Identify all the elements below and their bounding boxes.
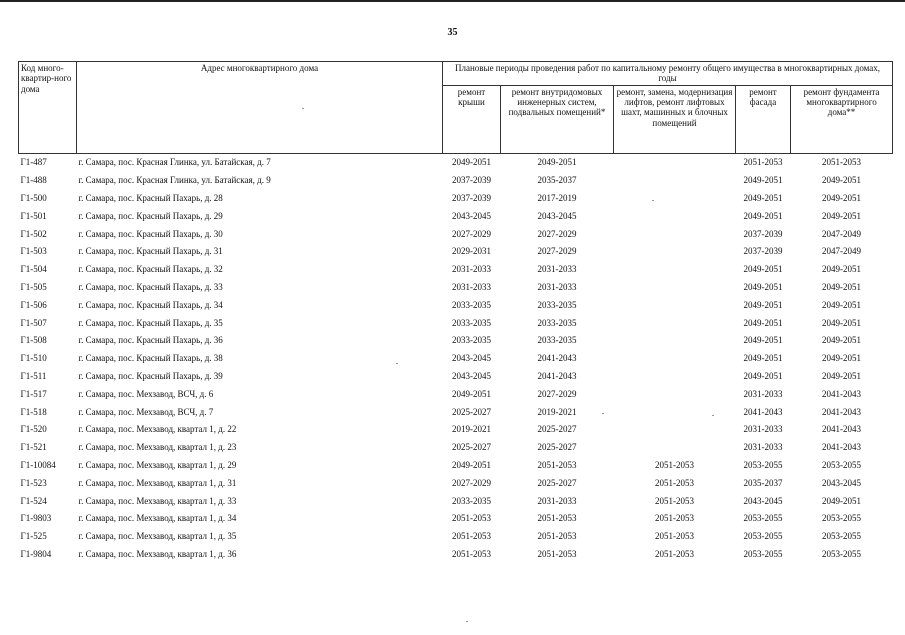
scan-speck <box>712 415 714 416</box>
cell-elevators: 2051-2053 <box>655 459 694 470</box>
cell-facade: 2049-2051 <box>743 193 783 203</box>
page-number: 35 <box>447 27 458 38</box>
cell-address: г. Самара, пос. Красный Пахарь, д. 33 <box>78 281 223 292</box>
header-foundation: ремонт фундамента многоквартирного дома** <box>791 85 893 153</box>
cell-address: г. Самара, пос. Красная Глинка, ул. Батайская, д. 9 <box>78 175 271 186</box>
cell-foundation: 2047-2049 <box>822 228 862 239</box>
cell-systems: 2017-2019 <box>537 193 577 203</box>
cell-roof: 2049-2051 <box>452 157 491 168</box>
cell-elevators <box>614 296 736 314</box>
capital-repair-table <box>18 61 893 563</box>
cell-roof: 2043-2045 <box>452 210 491 221</box>
cell-systems: 2033-2035 <box>537 317 577 328</box>
cell-code: Г1-500 <box>20 193 47 203</box>
cell-elevators <box>614 153 736 171</box>
cell-facade: 2053-2055 <box>743 513 783 524</box>
scan-speck <box>466 621 468 622</box>
cell-systems: 2033-2035 <box>537 335 577 346</box>
cell-roof: 2043-2045 <box>452 353 491 364</box>
cell-facade: 2041-2043 <box>743 406 783 417</box>
cell-address: г. Самара, пос. Красный Пахарь, д. 31 <box>78 246 223 257</box>
cell-facade: 2031-2033 <box>743 424 783 435</box>
scan-speck <box>602 413 604 414</box>
header-facade: ремонт фасада <box>736 85 791 153</box>
cell-systems: 2025-2027 <box>537 477 577 488</box>
top-border-line <box>0 0 905 2</box>
scan-speck <box>652 200 654 201</box>
cell-facade: 2049-2051 <box>743 353 783 364</box>
cell-address: г. Самара, пос. Мехзавод, квартал 1, д. 33 <box>78 495 237 506</box>
cell-roof: 2049-2051 <box>452 388 491 399</box>
cell-facade: 2049-2051 <box>743 210 783 221</box>
cell-elevators: 2051-2053 <box>655 513 694 524</box>
table-row <box>19 421 893 439</box>
cell-roof: 2025-2027 <box>452 442 491 453</box>
cell-facade: 2049-2051 <box>743 299 783 310</box>
cell-address: г. Самара, пос. Красный Пахарь, д. 38 <box>78 353 223 364</box>
table-body <box>19 153 893 563</box>
cell-address: г. Самара, пос. Красный Пахарь, д. 35 <box>78 317 223 328</box>
cell-roof: 2037-2039 <box>452 193 491 203</box>
cell-roof: 2051-2053 <box>452 513 491 524</box>
cell-roof: 2033-2035 <box>452 335 491 346</box>
cell-systems: 2025-2027 <box>537 424 577 435</box>
cell-foundation: 2041-2043 <box>822 424 862 435</box>
table-row <box>19 474 893 492</box>
table-row <box>19 456 893 474</box>
cell-address: г. Самара, пос. Красный Пахарь, д. 32 <box>78 264 223 275</box>
cell-code: Г1-524 <box>20 495 47 506</box>
cell-systems: 2025-2027 <box>537 442 577 453</box>
cell-foundation: 2053-2055 <box>822 548 862 559</box>
cell-elevators <box>614 421 736 439</box>
cell-roof: 2033-2035 <box>452 299 491 310</box>
cell-address: г. Самара, пос. Мехзавод, квартал 1, д. 35 <box>78 531 237 542</box>
cell-code: Г1-508 <box>20 335 47 346</box>
cell-systems: 2027-2029 <box>537 228 577 239</box>
cell-foundation: 2049-2051 <box>822 281 862 292</box>
cell-code: Г1-505 <box>20 281 47 292</box>
cell-code: Г1-10084 <box>20 459 56 470</box>
cell-code: Г1-506 <box>20 299 47 310</box>
cell-roof: 2049-2051 <box>452 459 491 470</box>
cell-facade: 2031-2033 <box>743 388 783 399</box>
cell-facade: 2049-2051 <box>743 281 783 292</box>
cell-address: г. Самара, пос. Красный Пахарь, д. 36 <box>78 335 223 346</box>
cell-code: Г1-511 <box>20 370 47 381</box>
cell-roof: 2051-2053 <box>452 548 491 559</box>
table-row <box>19 207 893 225</box>
cell-systems: 2049-2051 <box>537 157 577 168</box>
cell-systems: 2051-2053 <box>537 548 577 559</box>
cell-foundation: 2049-2051 <box>822 264 862 275</box>
cell-systems: 2027-2029 <box>537 246 577 257</box>
cell-foundation: 2049-2051 <box>822 495 862 506</box>
cell-systems: 2051-2053 <box>537 531 577 542</box>
table-row <box>19 171 893 189</box>
cell-facade: 2037-2039 <box>743 228 783 239</box>
cell-systems: 2043-2045 <box>537 210 577 221</box>
cell-elevators <box>614 207 736 225</box>
cell-systems: 2051-2053 <box>537 513 577 524</box>
header-systems: ремонт внутридомовых инженерных систем, подвальных помещений* <box>501 85 614 153</box>
table-row <box>19 189 893 207</box>
table-row <box>19 153 893 171</box>
cell-address: г. Самара, пос. Мехзавод, квартал 1, д. 29 <box>78 459 237 470</box>
cell-address: г. Самара, пос. Красный Пахарь, д. 29 <box>78 210 223 221</box>
cell-elevators <box>614 385 736 403</box>
cell-facade: 2035-2037 <box>743 477 783 488</box>
cell-roof: 2027-2029 <box>452 228 491 239</box>
cell-address: г. Самара, пос. Мехзавод, квартал 1, д. 34 <box>78 513 237 524</box>
cell-address: г. Самара, пос. Красный Пахарь, д. 28 <box>78 193 223 203</box>
cell-elevators: 2051-2053 <box>655 531 694 542</box>
table-row <box>19 403 893 421</box>
cell-facade: 2051-2053 <box>743 157 783 168</box>
cell-foundation: 2053-2055 <box>822 459 862 470</box>
cell-code: Г1-517 <box>20 388 47 399</box>
cell-address: г. Самара, пос. Мехзавод, ВСЧ, д. 7 <box>78 406 214 417</box>
table-header <box>19 62 893 154</box>
cell-elevators <box>614 367 736 385</box>
cell-foundation: 2049-2051 <box>822 353 862 364</box>
cell-systems: 2051-2053 <box>537 459 577 470</box>
cell-roof: 2019-2021 <box>452 424 491 435</box>
cell-address: г. Самара, пос. Мехзавод, квартал 1, д. 22 <box>78 424 237 435</box>
cell-facade: 2049-2051 <box>743 335 783 346</box>
cell-code: Г1-9803 <box>20 513 52 524</box>
cell-foundation: 2049-2051 <box>822 193 862 203</box>
cell-foundation: 2049-2051 <box>822 370 862 381</box>
cell-elevators <box>614 243 736 261</box>
cell-code: Г1-518 <box>20 406 47 417</box>
header-elevators: ремонт, замена, модернизация лифтов, ремонт лифтовых шахт, машинных и блочных помещений <box>614 85 736 153</box>
cell-systems: 2031-2033 <box>537 281 577 292</box>
cell-facade: 2053-2055 <box>743 531 783 542</box>
cell-facade: 2049-2051 <box>743 175 783 186</box>
cell-foundation: 2043-2045 <box>822 477 862 488</box>
table-row <box>19 527 893 545</box>
cell-roof: 2029-2031 <box>452 246 491 257</box>
table-row <box>19 296 893 314</box>
table-row <box>19 243 893 261</box>
cell-roof: 2025-2027 <box>452 406 491 417</box>
cell-address: г. Самара, пос. Красный Пахарь, д. 30 <box>78 228 223 239</box>
cell-facade: 2031-2033 <box>743 442 783 453</box>
cell-facade: 2043-2045 <box>743 495 783 506</box>
cell-facade: 2049-2051 <box>743 264 783 275</box>
cell-facade: 2049-2051 <box>743 370 783 381</box>
cell-roof: 2033-2035 <box>452 495 491 506</box>
cell-code: Г1-525 <box>20 531 47 542</box>
table-row <box>19 385 893 403</box>
header-code: Код много-квартир-ного дома <box>19 62 77 154</box>
cell-code: Г1-9804 <box>20 548 52 559</box>
cell-roof: 2051-2053 <box>452 531 491 542</box>
cell-code: Г1-507 <box>20 317 47 328</box>
cell-facade: 2053-2055 <box>743 548 783 559</box>
cell-foundation: 2047-2049 <box>822 246 862 257</box>
cell-elevators <box>614 189 736 207</box>
cell-systems: 2031-2033 <box>537 264 577 275</box>
cell-foundation: 2051-2053 <box>822 157 862 168</box>
cell-foundation: 2049-2051 <box>822 335 862 346</box>
cell-elevators <box>614 349 736 367</box>
cell-elevators <box>614 278 736 296</box>
cell-address: г. Самара, пос. Красный Пахарь, д. 39 <box>78 370 223 381</box>
cell-foundation: 2053-2055 <box>822 513 862 524</box>
table-row <box>19 545 893 563</box>
cell-elevators <box>614 260 736 278</box>
header-address: Адрес многоквартирного дома <box>77 62 443 154</box>
header-roof: ремонт крыши <box>443 85 501 153</box>
table-row <box>19 314 893 332</box>
table-row <box>19 510 893 528</box>
scan-speck <box>396 363 398 364</box>
cell-foundation: 2049-2051 <box>822 299 862 310</box>
cell-roof: 2033-2035 <box>452 317 491 328</box>
cell-systems: 2041-2043 <box>537 370 577 381</box>
cell-code: Г1-521 <box>20 442 47 453</box>
cell-systems: 2033-2035 <box>537 299 577 310</box>
table-row <box>19 260 893 278</box>
cell-code: Г1-504 <box>20 264 47 275</box>
cell-systems: 2041-2043 <box>537 353 577 364</box>
cell-address: г. Самара, пос. Красная Глинка, ул. Батайская, д. 7 <box>78 157 271 168</box>
table-row <box>19 438 893 456</box>
cell-address: г. Самара, пос. Мехзавод, квартал 1, д. 23 <box>78 442 237 453</box>
cell-foundation: 2049-2051 <box>822 175 862 186</box>
table-row <box>19 278 893 296</box>
cell-foundation: 2049-2051 <box>822 210 862 221</box>
cell-roof: 2031-2033 <box>452 264 491 275</box>
cell-code: Г1-510 <box>20 353 47 364</box>
cell-facade: 2049-2051 <box>743 317 783 328</box>
table-row <box>19 349 893 367</box>
cell-foundation: 2041-2043 <box>822 406 862 417</box>
cell-foundation: 2053-2055 <box>822 531 862 542</box>
cell-roof: 2031-2033 <box>452 281 491 292</box>
cell-facade: 2037-2039 <box>743 246 783 257</box>
table-row <box>19 332 893 350</box>
cell-code: Г1-523 <box>20 477 47 488</box>
cell-code: Г1-501 <box>20 210 47 221</box>
cell-elevators: 2051-2053 <box>655 548 694 559</box>
cell-elevators <box>614 171 736 189</box>
cell-elevators <box>614 332 736 350</box>
scan-speck <box>302 108 304 109</box>
cell-systems: 2019-2021 <box>537 406 577 417</box>
cell-foundation: 2041-2043 <box>822 442 862 453</box>
table-row <box>19 367 893 385</box>
cell-code: Г1-502 <box>20 228 47 239</box>
cell-roof: 2043-2045 <box>452 370 491 381</box>
cell-code: Г1-503 <box>20 246 47 257</box>
cell-address: г. Самара, пос. Красный Пахарь, д. 34 <box>78 299 223 310</box>
cell-address: г. Самара, пос. Мехзавод, квартал 1, д. 36 <box>78 548 237 559</box>
cell-systems: 2035-2037 <box>537 175 577 186</box>
table-row <box>19 225 893 243</box>
cell-elevators: 2051-2053 <box>655 477 694 488</box>
header-periods: Плановые периоды проведения работ по капитальному ремонту общего имущества в многоквартирных домах, годы <box>443 62 893 86</box>
cell-roof: 2027-2029 <box>452 477 491 488</box>
cell-elevators <box>614 225 736 243</box>
cell-elevators: 2051-2053 <box>655 495 694 506</box>
cell-code: Г1-488 <box>20 175 47 186</box>
cell-systems: 2027-2029 <box>537 388 577 399</box>
cell-facade: 2053-2055 <box>743 459 783 470</box>
cell-elevators <box>614 438 736 456</box>
cell-code: Г1-487 <box>20 157 47 168</box>
cell-roof: 2037-2039 <box>452 175 491 186</box>
table-row <box>19 492 893 510</box>
cell-foundation: 2041-2043 <box>822 388 862 399</box>
cell-elevators <box>614 403 736 421</box>
cell-address: г. Самара, пос. Мехзавод, ВСЧ, д. 6 <box>78 388 214 399</box>
cell-code: Г1-520 <box>20 424 47 435</box>
cell-systems: 2031-2033 <box>537 495 577 506</box>
cell-elevators <box>614 314 736 332</box>
cell-address: г. Самара, пос. Мехзавод, квартал 1, д. 31 <box>78 477 237 488</box>
cell-foundation: 2049-2051 <box>822 317 862 328</box>
